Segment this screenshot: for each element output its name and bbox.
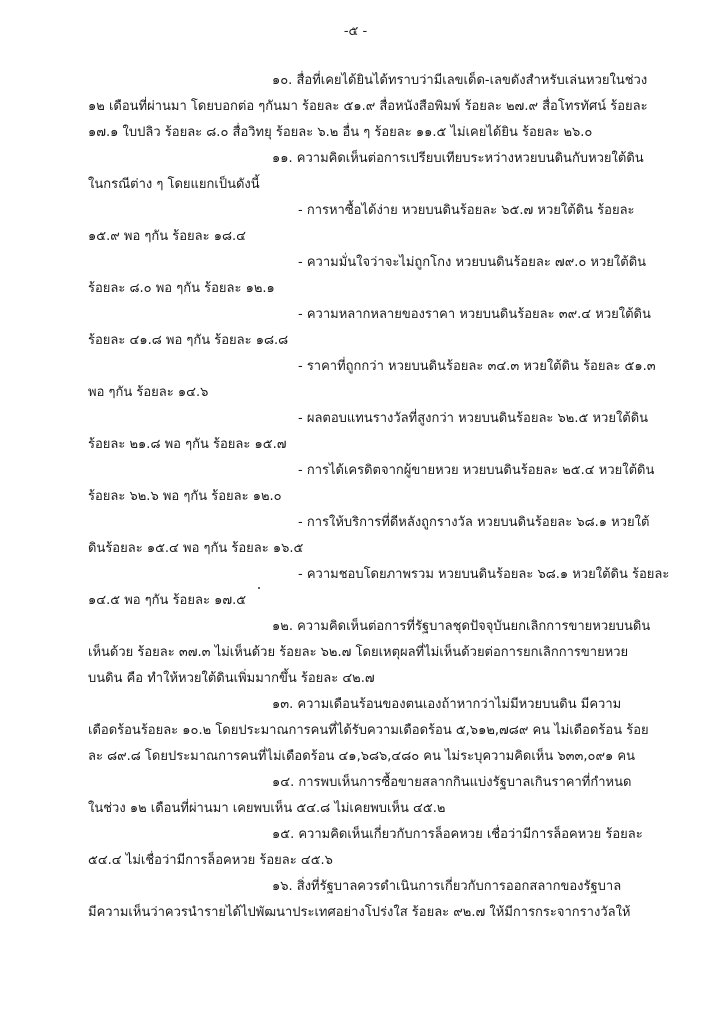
bullet-cheaper: - ราคาที่ถูกกว่า หวยบนดินร้อยละ ๓๔.๓ หวยใต้ดิน ร้อยละ ๕๑.๓ [298, 359, 656, 374]
item-12-line-2: เห็นด้วย ร้อยละ ๓๗.๓ ไม่เห็นด้วย ร้อยละ ๖๒.๗ โดยเหตุผลที่ไม่เห็นด้วยต่อการยกเลิกการขายหวย [88, 645, 629, 660]
bullet-cheaper-cont: พอ ๆกัน ร้อยละ ๑๔.๖ [88, 385, 209, 400]
stray-mark [258, 587, 260, 589]
bullet-confidence-cont: ร้อยละ ๘.๐ พอ ๆกัน ร้อยละ ๑๒.๑ [88, 281, 275, 296]
item-15-line-2: ๕๔.๔ ไม่เชื่อว่ามีการล็อคหวย ร้อยละ ๔๕.๖ [88, 853, 333, 868]
item-12-line-3: บนดิน คือ ทำให้หวยใต้ดินเพิ่มมากขึ้น ร้อยละ ๔๒.๗ [88, 671, 375, 686]
item-16-line-2: มีความเห็นว่าควรนำรายได้ไปพัฒนาประเทศอย่างโปร่งใส ร้อยละ ๙๒.๗ ให้มีการกระจากรางวัลให้ [88, 905, 631, 920]
item-15-line-1: ๑๕. ความคิดเห็นเกี่ยวกับการล็อคหวย เชื่อว่ามีการล็อคหวย ร้อยละ [272, 827, 643, 842]
item-12-line-1: ๑๒. ความคิดเห็นต่อการที่รัฐบาลชุดปัจจุบันยกเลิกการขายหวยบนดิน [272, 619, 651, 634]
bullet-higher-prize-cont: ร้อยละ ๒๑.๘ พอ ๆกัน ร้อยละ ๑๕.๗ [88, 437, 287, 452]
bullet-credit: - การได้เครดิตจากผู้ขายหวย หวยบนดินร้อยละ ๒๕.๔ หวยใต้ดิน [298, 463, 655, 478]
item-13-line-2: เดือดร้อนร้อยละ ๑๐.๒ โดยประมาณการคนที่ได้รับความเดือดร้อน ๕,๖๑๒,๗๘๙ คน ไม่เดือดร้อน ร้อย [88, 723, 649, 738]
item-10-line-3: ๑๗.๑ ใบปลิว ร้อยละ ๘.๐ สื่อวิทยุ ร้อยละ ๖.๒ อื่น ๆ ร้อยละ ๑๑.๕ ไม่เคยได้ยิน ร้อยละ ๒๖.๐ [88, 125, 593, 140]
item-14-line-1: ๑๔. การพบเห็นการซื้อขายสลากกินแบ่งรัฐบาลเกินราคาที่กำหนด [272, 775, 632, 790]
item-14-line-2: ในช่วง ๑๒ เดือนที่ผ่านมา เคยพบเห็น ๕๔.๘ ไม่เคยพบเห็น ๔๕.๒ [88, 801, 446, 816]
bullet-service: - การให้บริการที่ดีหลังถูกรางวัล หวยบนดินร้อยละ ๖๘.๑ หวยใต้ [298, 515, 650, 530]
bullet-easy-to-buy: - การหาซื้อได้ง่าย หวยบนดินร้อยละ ๖๕.๗ หวยใต้ดิน ร้อยละ [298, 203, 635, 218]
item-13-line-3: ละ ๘๙.๘ โดยประมาณการคนที่ไม่เดือดร้อน ๔๑,๖๘๖,๔๘๐ คน ไม่ระบุความคิดเห็น ๖๓๓,๐๙๑ คน [88, 749, 635, 764]
bullet-price-variety: - ความหลากหลายของราคา หวยบนดินร้อยละ ๓๙.๔ หวยใต้ดิน [298, 307, 651, 322]
item-10-line-1: ๑๐. สื่อที่เคยได้ยินได้ทราบว่ามีเลขเด็ด-เลขดังสำหรับเล่นหวยในช่วง [272, 73, 648, 88]
page-number: -๕ - [343, 24, 368, 39]
bullet-overall: - ความชอบโดยภาพรวม หวยบนดินร้อยละ ๖๘.๑ หวยใต้ดิน ร้อยละ [298, 567, 670, 582]
bullet-credit-cont: ร้อยละ ๖๒.๖ พอ ๆกัน ร้อยละ ๑๒.๐ [88, 489, 282, 504]
bullet-confidence: - ความมั่นใจว่าจะไม่ถูกโกง หวยบนดินร้อยละ ๗๙.๐ หวยใต้ดิน [298, 255, 647, 270]
item-13-line-1: ๑๓. ความเดือนร้อนของตนเองถ้าหากว่าไม่มีหวยบนดิน มีความ [272, 697, 622, 712]
item-10-line-2: ๑๒ เดือนที่ผ่านมา โดยบอกต่อ ๆกันมา ร้อยละ ๕๑.๙ สื่อหนังสือพิมพ์ ร้อยละ ๒๗.๙ สื่อโทรทัศน์ ร้อยละ [88, 99, 648, 114]
item-11-line-2: ในกรณีต่าง ๆ โดยแยกเป็นดังนี้ [88, 177, 260, 192]
item-11-line-1: ๑๑. ความคิดเห็นต่อการเปรียบเทียบระหว่างหวยบนดินกับหวยใต้ดิน [272, 151, 644, 166]
bullet-higher-prize: - ผลตอบแทนรางวัลที่สูงกว่า หวยบนดินร้อยละ ๖๒.๕ หวยใต้ดิน [298, 411, 649, 426]
bullet-price-variety-cont: ร้อยละ ๔๑.๘ พอ ๆกัน ร้อยละ ๑๘.๘ [88, 333, 289, 348]
bullet-overall-cont: ๑๔.๕ พอ ๆกัน ร้อยละ ๑๗.๕ [88, 593, 247, 608]
bullet-service-cont: ดินร้อยละ ๑๕.๔ พอ ๆกัน ร้อยละ ๑๖.๕ [88, 541, 304, 556]
item-16-line-1: ๑๖. สิ่งที่รัฐบาลควรดำเนินการเกี่ยวกับการออกสลากของรัฐบาล [272, 879, 622, 894]
bullet-easy-to-buy-cont: ๑๕.๙ พอ ๆกัน ร้อยละ ๑๘.๔ [88, 229, 246, 244]
